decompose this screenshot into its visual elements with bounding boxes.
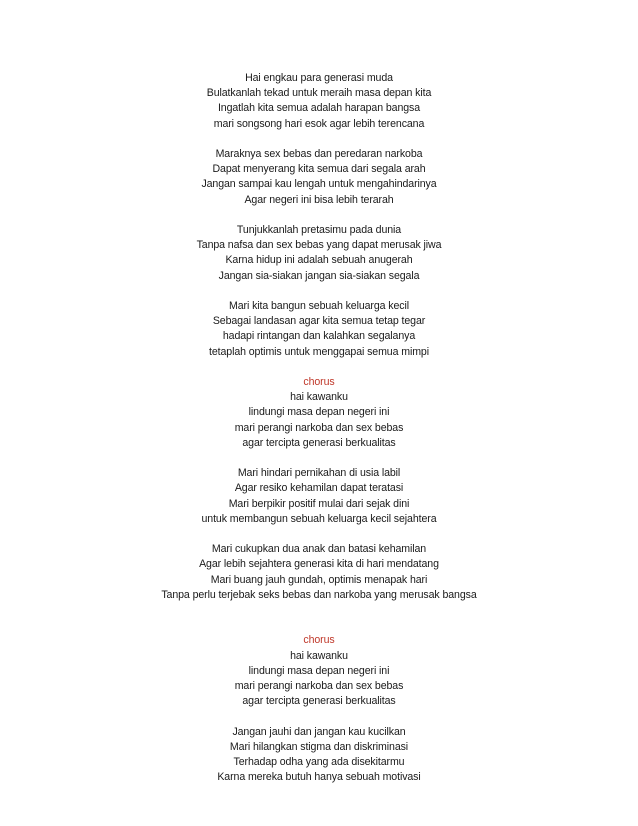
lyric-line: Jangan sampai kau lengah untuk mengahindarinya bbox=[201, 178, 437, 191]
lyric-line: agar tercipta generasi berkualitas bbox=[242, 695, 396, 708]
lyric-line: Mari hindari pernikahan di usia labil bbox=[237, 467, 401, 480]
lyric-line: Dapat menyerang kita semua dari segala arah bbox=[212, 163, 426, 176]
stanza-3 bbox=[0, 223, 638, 284]
lyric-line: hai kawanku bbox=[290, 649, 348, 662]
chorus-stanza-1 bbox=[0, 375, 638, 451]
lyric-line: Mari kita bangun sebuah keluarga kecil bbox=[229, 300, 409, 312]
lyric-line: Tunjukkanlah pretasimu pada dunia bbox=[236, 224, 402, 236]
lyric-line: Hai engkau para generasi muda bbox=[245, 72, 393, 84]
lyric-line: Mari buang jauh gundah, optimis menapak hari bbox=[210, 573, 428, 586]
lyric-line: Jangan sia-siakan jangan sia-siakan segala bbox=[218, 269, 420, 282]
chorus-stanza-2 bbox=[0, 633, 638, 709]
stanza-7 bbox=[0, 725, 638, 786]
stanza-4 bbox=[0, 299, 638, 360]
stanza-2 bbox=[0, 147, 638, 208]
lyric-line: Mari berpikir positif mulai dari sejak dini bbox=[228, 497, 410, 510]
lyric-line: Maraknya sex bebas dan peredaran narkoba bbox=[215, 148, 423, 160]
lyric-line: Terhadap odha yang ada disekitarmu bbox=[233, 756, 405, 769]
lyrics-document bbox=[0, 71, 638, 801]
stanza-5 bbox=[0, 466, 638, 527]
lyric-line: Ingatlah kita semua adalah harapan bangsa bbox=[217, 102, 421, 115]
lyric-line: Agar negeri ini bisa lebih terarah bbox=[244, 193, 394, 206]
stanza-1 bbox=[0, 71, 638, 132]
lyric-line: Mari cukupkan dua anak dan batasi kehamilan bbox=[211, 543, 427, 556]
lyric-line: Agar resiko kehamilan dapat teratasi bbox=[234, 482, 404, 495]
lyric-line: lindungi masa depan negeri ini bbox=[248, 406, 390, 419]
lyric-line: Agar lebih sejahtera generasi kita di hari mendatang bbox=[199, 558, 439, 571]
lyric-line: Mari hilangkan stigma dan diskriminasi bbox=[229, 740, 409, 753]
lyric-line: tetaplah optimis untuk menggapai semua mimpi bbox=[209, 345, 429, 358]
lyric-line: lindungi masa depan negeri ini bbox=[248, 664, 390, 677]
lyric-line: hadapi rintangan dan kalahkan segalanya bbox=[222, 330, 416, 343]
chorus-label: chorus bbox=[303, 376, 335, 388]
lyric-line: Jangan jauhi dan jangan kau kucilkan bbox=[232, 725, 406, 738]
lyric-line: Karna hidup ini adalah sebuah anugerah bbox=[225, 254, 413, 267]
lyric-line: agar tercipta generasi berkualitas bbox=[242, 436, 396, 449]
lyric-line: mari perangi narkoba dan sex bebas bbox=[234, 421, 404, 434]
lyric-line: Bulatkanlah tekad untuk meraih masa depan kita bbox=[206, 87, 432, 100]
lyric-line: untuk membangun sebuah keluarga kecil sejahtera bbox=[201, 512, 437, 525]
chorus-label: chorus bbox=[303, 634, 335, 647]
stanza-6 bbox=[0, 542, 638, 603]
lyric-line: Karna mereka butuh hanya sebuah motivasi bbox=[217, 771, 421, 784]
lyric-line: mari perangi narkoba dan sex bebas bbox=[234, 680, 404, 693]
lyric-line: mari songsong hari esok agar lebih terencana bbox=[213, 117, 425, 130]
lyric-line: Sebagai landasan agar kita semua tetap tegar bbox=[212, 315, 426, 328]
lyric-line: Tanpa nafsa dan sex bebas yang dapat merusak jiwa bbox=[196, 239, 442, 252]
lyric-line: Tanpa perlu terjebak seks bebas dan narkoba yang merusak bangsa bbox=[161, 588, 477, 601]
lyric-line: hai kawanku bbox=[290, 391, 348, 404]
